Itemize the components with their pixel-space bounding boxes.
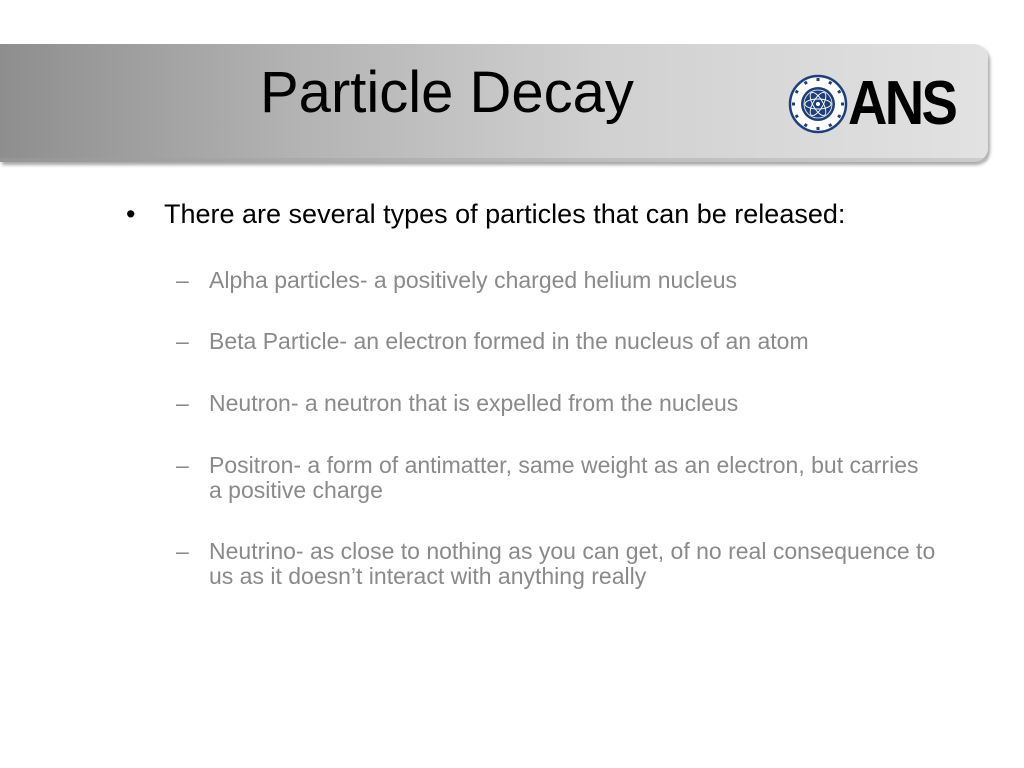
- sub-item-marker: –: [176, 328, 189, 354]
- sub-item-neutron: [176, 391, 936, 416]
- bullet-text: There are several types of particles that can be released:: [164, 199, 846, 229]
- sub-item-positron: [176, 453, 936, 503]
- sub-item-text: Neutron- a neutron that is expelled from the nucleus: [209, 390, 739, 416]
- sub-item-marker: –: [176, 538, 189, 564]
- sub-item-text: Beta Particle- an electron formed in the nucleus of an atom: [209, 328, 809, 354]
- sub-item-text: Neutrino- as close to nothing as you can get, of no real consequence to us as it doesn’t interact with anything really: [209, 538, 936, 589]
- sub-item-text: Positron- a form of antimatter, same weight as an electron, but carries a positive charge: [209, 452, 919, 503]
- sub-item-marker: –: [176, 452, 189, 478]
- sub-item-marker: –: [176, 267, 189, 293]
- sub-item-beta: [176, 329, 936, 354]
- bullet-marker: •: [126, 199, 136, 229]
- ans-logo-text: ANS: [848, 69, 956, 138]
- slide-title: Particle Decay: [260, 60, 634, 125]
- sub-item-text: Alpha particles- a positively charged helium nucleus: [209, 267, 738, 293]
- sub-item-marker: –: [176, 390, 189, 416]
- sub-item-neutrino: [176, 539, 936, 589]
- sub-item-alpha: [176, 268, 936, 293]
